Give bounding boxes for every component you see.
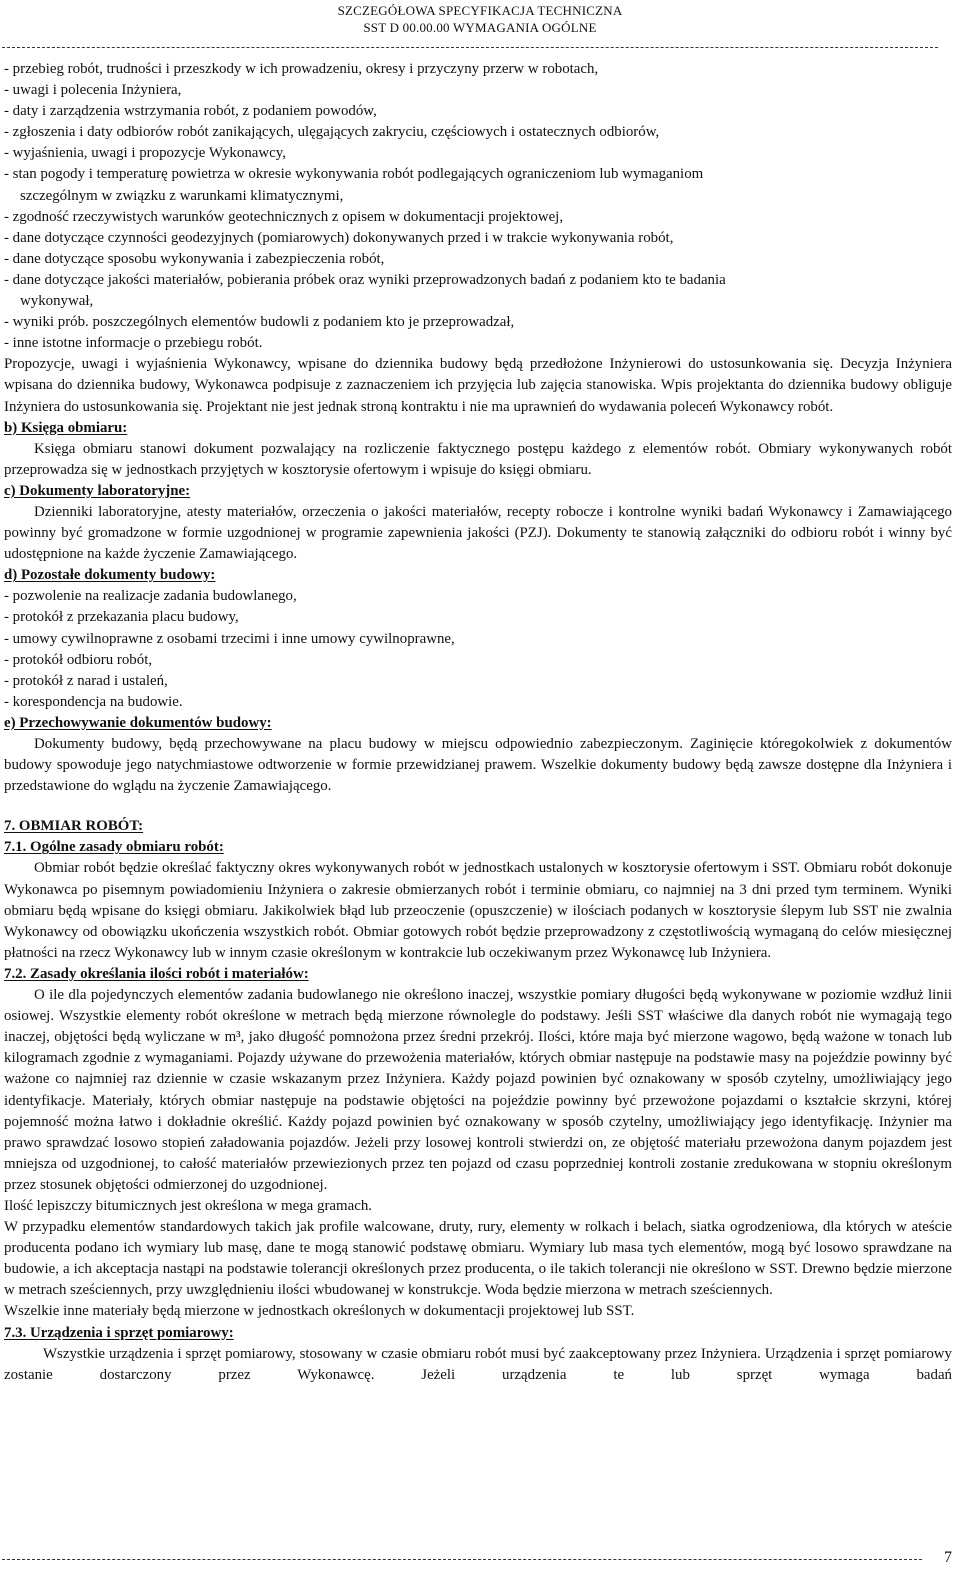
header-title bbox=[0, 2, 960, 36]
list-item: - dane dotyczące jakości materiałów, pobierania próbek oraz wyniki przeprowadzonych badań z podaniem kto te badania bbox=[4, 271, 726, 288]
footer-divider bbox=[2, 1559, 922, 1560]
proposals-paragraph: Propozycje, uwagi i wyjaśnienia Wykonawcy, wpisane do dziennika budowy będą przedłożone Inżynierowi do ustosunkowania się. Decyzja Inżyniera wpisana do dziennika budowy, Wykonawca podpisuje z zaznaczeniem ich przyjęcia lub zajęcia stanowiska. Wpis projektanta do dziennika budowy obliguje Inżyniera do ustosunkowania się. Projektant nie jest jednak stroną kontraktu i nie ma uprawnień do wydawania poleceń Wykonawcy robót. bbox=[4, 356, 952, 415]
list-item: - protokół odbioru robót, bbox=[4, 651, 153, 668]
list-item: - korespondencja na budowie. bbox=[4, 693, 183, 710]
list-item-continuation: szczególnym w związku z warunkami klimatycznymi, bbox=[20, 187, 344, 204]
subsection-text-7-2: O ile dla pojedynczych elementów zadania budowlanego nie określono inaczej, wszystkie pomiary długości będą wykonywane w poziomie wzdłuż linii osiowej. Wszystkie elementy robót określone w metrach będą mierzone równolegle do podstawy. Jeśli SST właściwe dla danych robót nie wymagają tego inaczej, objętości będą wyliczane w m³, jako długość pomnożona przez średni przekrój. Ilości, które maja być mierzone wagowo, będą ważone w tonach lub kilogramach zgodnie z wymaganiami. Pojazdy używane do przewożenia materiałów, których obmiar następuje na podstawie masy na pojeździe powinny być ważone co najmniej raz dziennie w czasie wskazanym przez Inżyniera. Każdy pojazd powinien być oznakowany w sposób czytelny, umożliwiający jego identyfikacje. Materiały, których obmiar następuje na podstawie objętości na pojeździe powinny być przewożone pojazdami o kształcie skrzyni, której pojemność można łatwo i dokładnie określić. Każdy pojazd powinien być oznakowany w sposób czytelny, umożliwiający jego identyfikację. Inżynier ma prawo sprawdzać losowo stopień załadowania pojazdów. Jeżeli przy losowej kontroli stwierdzi on, ze objętość materiału przewożona danym pojazdem jest mniejsza od uzgodnionej, to całość materiałów przewiezionych przez ten pojazd od czasu poprzedniej kontroli zostanie zredukowana w stopniu określonym przez stosunek objętości odmierzonej do uzgodnionej. bbox=[4, 987, 952, 1193]
list-item: - daty i zarządzenia wstrzymania robót, z podaniem powodów, bbox=[4, 103, 377, 120]
list-item: - protokół z narad i ustaleń, bbox=[4, 672, 168, 689]
list-item: - protokół z przekazania placu budowy, bbox=[4, 609, 239, 626]
subsection-heading-7-1: 7.1. Ogólne zasady obmiaru robót: bbox=[4, 839, 224, 856]
list-item: - inne istotne informacje o przebiegu robót. bbox=[4, 335, 263, 352]
header-line-1: SZCZEGÓŁOWA SPECYFIKACJA TECHNICZNA bbox=[337, 3, 623, 18]
list-item: - uwagi i polecenia Inżyniera, bbox=[4, 82, 182, 99]
subsection-heading-7-3: 7.3. Urządzenia i sprzęt pomiarowy: bbox=[4, 1324, 234, 1341]
section-heading-7: 7. OBMIAR ROBÓT: bbox=[4, 818, 144, 835]
other-documents-list bbox=[4, 586, 952, 713]
list-item: - stan pogody i temperaturę powietrza w okresie wykonywania robót podlegających ograniczeniom lub wymaganiom bbox=[4, 166, 704, 183]
section-heading-d: d) Pozostałe dokumenty budowy: bbox=[4, 567, 216, 584]
list-item: - wyjaśnienia, uwagi i propozycje Wykonawcy, bbox=[4, 145, 286, 162]
page-number: 7 bbox=[944, 1549, 952, 1566]
list-item: - umowy cywilnoprawne z osobami trzecimi i inne umowy cywilnoprawne, bbox=[4, 630, 455, 647]
header-divider bbox=[2, 47, 938, 48]
list-item: - zgodność rzeczywistych warunków geotechnicznych z opisem w dokumentacji projektowej, bbox=[4, 208, 564, 225]
section-text-e: Dokumenty budowy, będą przechowywane na placu budowy w miejscu odpowiednio zabezpieczonym. Zaginięcie któregokolwiek z dokumentów budowy spowoduje jego natychmiastowe odtworzenie w formie przewidzianej prawem. Wszelkie dokumenty budowy będą zawsze dostępne dla Inżyniera i przedstawione do wglądu na życzenie Zamawiającego. bbox=[4, 736, 952, 795]
header-line-2: SST D 00.00.00 WYMAGANIA OGÓLNE bbox=[363, 20, 597, 35]
section-heading-c: c) Dokumenty laboratoryjne: bbox=[4, 482, 191, 499]
list-item: - zgłoszenia i daty odbiorów robót zanikających, ulęgających zakryciu, częściowych i ostatecznych odbiorów, bbox=[4, 124, 660, 141]
section-text-b: Księga obmiaru stanowi dokument pozwalający na rozliczenie faktycznego postępu każdego z elementów robót. Obmiary wykonywanych robót przeprowadza się w jednostkach przyjętych w kosztorysie ofertowym i wpisuje do księgi obmiaru. bbox=[4, 440, 952, 478]
section-heading-e: e) Przechowywanie dokumentów budowy: bbox=[4, 714, 272, 731]
section-heading-b: b) Księga obmiaru: bbox=[4, 419, 128, 436]
subsection-text-7-2-bitumen: Ilość lepiszczy bitumicznych jest określona w mega gramach. bbox=[4, 1197, 372, 1214]
list-item-continuation: wykonywał, bbox=[20, 293, 94, 310]
subsection-text-7-2-other: Wszelkie inne materiały będą mierzone w jednostkach określonych w dokumentacji projektowej lub SST. bbox=[4, 1303, 635, 1320]
subsection-heading-7-2: 7.2. Zasady określania ilości robót i materiałów: bbox=[4, 965, 309, 982]
list-item: - pozwolenie na realizacje zadania budowlanego, bbox=[4, 588, 297, 605]
subsection-text-7-1: Obmiar robót będzie określać faktyczny okres wykonywanych robót w jednostkach ustalonych w kosztorysie ofertowym i SST. Obmiaru robót dokonuje Wykonawca po pisemnym powiadomieniu Inżyniera o zakresie obmierzanych robót i terminie obmiaru, co najmniej na 3 dni przed tym terminem. Wyniki obmiaru będą wpisane do księgi obmiaru. Jakikolwiek błąd lub przeoczenie (opuszczenie) w ilościach podanych w kosztorysie ślepym lub SST nie zwalnia Wykonawcy od obowiązku ukończenia wszystkich robót. Obmiar gotowych robót będzie przeprowadzony z częstotliwością wymaganą do celów miesięcznej płatności na rzecz Wykonawcy lub w innym czasie określonym w kontrakcie lub oczekiwanym przez Wykonawcę lub Inżyniera. bbox=[4, 860, 952, 961]
subsection-text-7-2-standard: W przypadku elementów standardowych takich jak profile walcowane, druty, rury, elementy w rolkach i belach, siatka ogrodzeniowa, dla których w ateście producenta podano ich wymiary lub masę, dane te mogą stanowić podstawę obmiaru. Wymiary lub masa tych elementów, mogą być losowo sprawdzane na budowie, a ich akceptacja nastąpi na podstawie tolerancji określonych przez producenta, o ile takich tolerancji nie określono w SST. Drewno będzie mierzone w metrach sześciennych, przy uwzględnieniu ilości wbudowanej w konstrukcje. Woda będzie mierzona w metrach sześciennych. bbox=[4, 1219, 952, 1299]
list-item: - przebieg robót, trudności i przeszkody w ich prowadzeniu, okresy i przyczyny przerw w robotach, bbox=[4, 61, 599, 77]
list-item: - wyniki prób. poszczególnych elementów budowli z podaniem kto je przeprowadzał, bbox=[4, 314, 515, 331]
journal-entries-list bbox=[4, 59, 952, 354]
subsection-text-7-3: Wszystkie urządzenia i sprzęt pomiarowy, stosowany w czasie obmiaru robót musi być zaakceptowany przez Inżyniera. Urządzenia i sprzęt pomiarowy zostanie dostarczony przez Wykonawcę. Jeżeli urządzenia te lub sprzęt wymaga badań bbox=[4, 1345, 952, 1383]
document-body bbox=[4, 59, 952, 1386]
list-item: - dane dotyczące sposobu wykonywania i zabezpieczenia robót, bbox=[4, 250, 385, 267]
section-text-c: Dzienniki laboratoryjne, atesty materiałów, orzeczenia o jakości materiałów, recepty robocze i kontrolne wyniki badań Wykonawcy i Zamawiającego powinny być gromadzone w formie uzgodnionej w programie zapewnienia jakości (PZJ). Dokumenty te stanowią załączniki do odbioru robót i winny być udostępnione na każde życzenie Zamawiającego. bbox=[4, 503, 952, 563]
list-item: - dane dotyczące czynności geodezyjnych (pomiarowych) dokonywanych przed i w trakcie wykonywania robót, bbox=[4, 229, 674, 246]
